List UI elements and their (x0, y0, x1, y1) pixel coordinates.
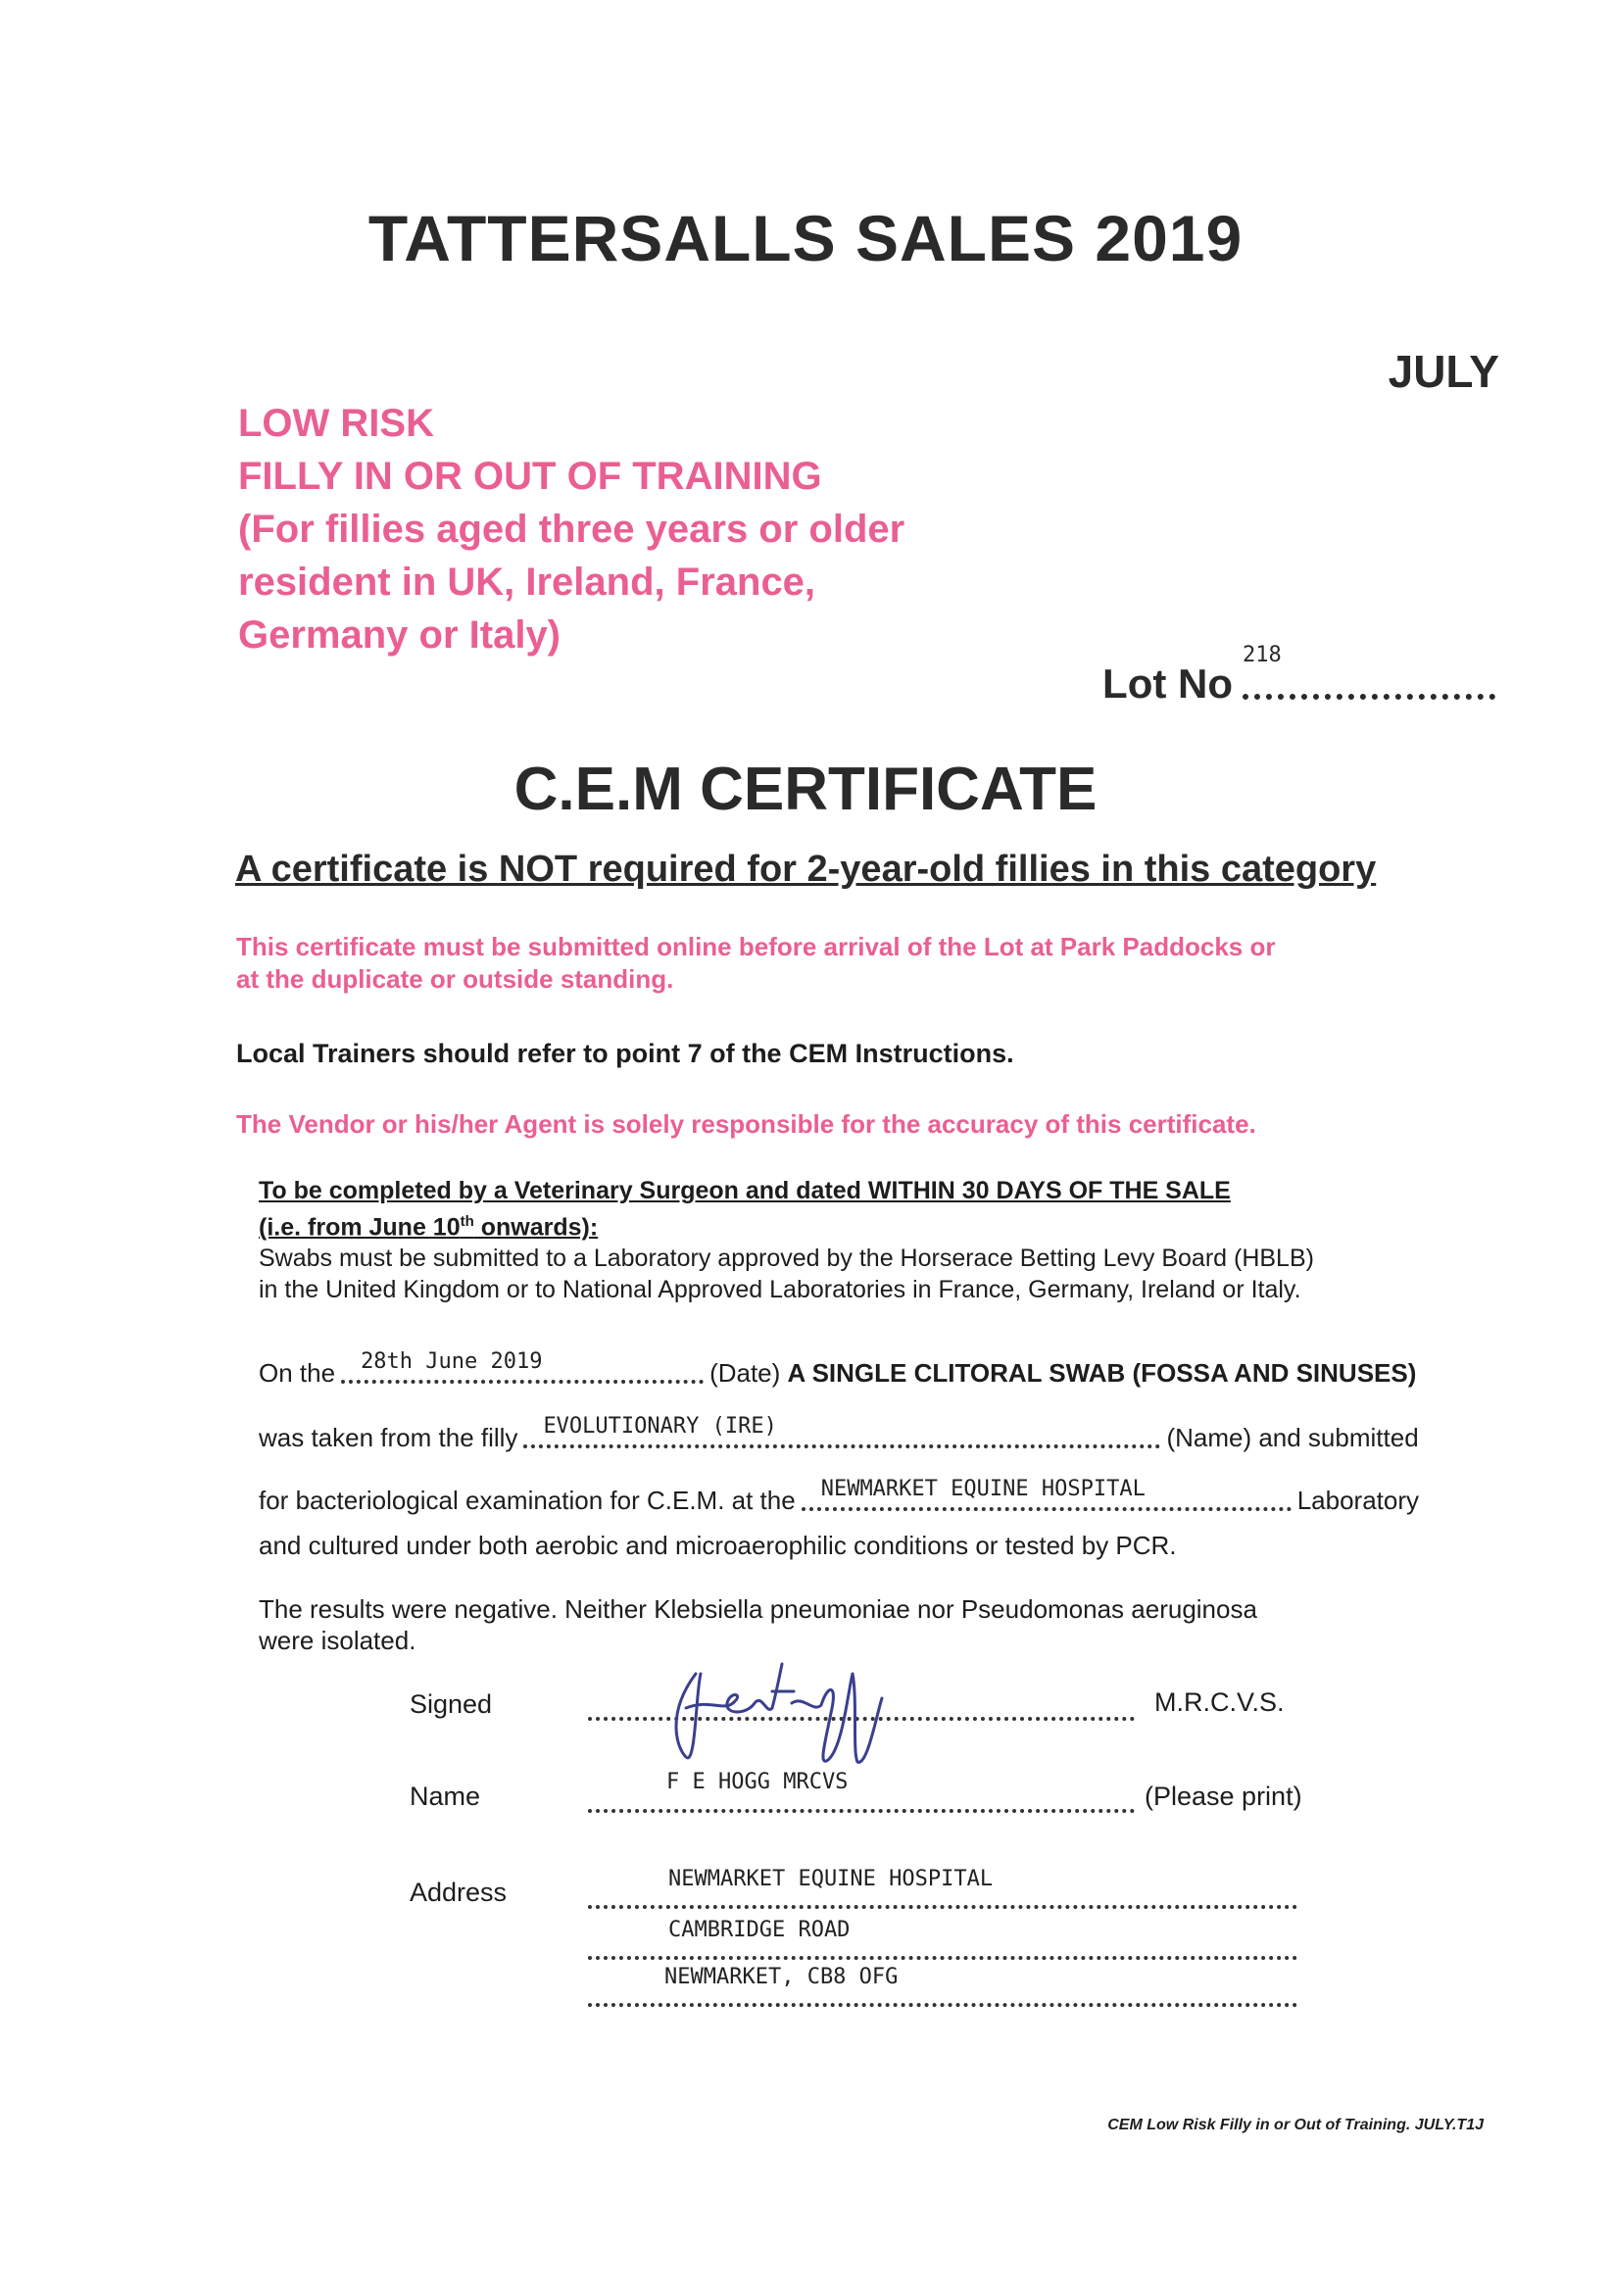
category-line-5: Germany or Italy) (238, 613, 561, 657)
swabs-line-1: Swabs must be submitted to a Laboratory approved by the Horserace Betting Levy Board (HBLB) (259, 1245, 1314, 1272)
address-line-1: NEWMARKET EQUINE HOSPITAL (668, 1867, 994, 1891)
mrcvs-label: M.R.C.V.S. (1154, 1687, 1285, 1717)
results-text (259, 1593, 1376, 1656)
signed-label: Signed (410, 1689, 493, 1719)
vendor-notice: The Vendor or his/her Agent is solely responsible for the accuracy of this certificate. (236, 1109, 1256, 1139)
vet-section-heading (259, 1176, 1231, 1243)
results-line-2: were isolated. (259, 1626, 416, 1655)
category-line-1: LOW RISK (238, 402, 434, 445)
date-field[interactable] (341, 1349, 704, 1384)
vet-heading-line-1: To be completed by a Veterinary Surgeon and dated WITHIN 30 DAYS OF THE SALE (259, 1177, 1231, 1204)
name-field[interactable] (588, 1805, 1135, 1813)
cultured-text: and cultured under both aerobic and microaerophilic conditions or tested by PCR. (259, 1531, 1177, 1560)
address-line-3: NEWMARKET, CB8 OFG (664, 1965, 899, 1989)
address-line-2-field[interactable] (588, 1952, 1297, 1960)
name-value: F E HOGG MRCVS (666, 1770, 849, 1794)
address-line-2: CAMBRIDGE ROAD (668, 1918, 851, 1942)
footer-reference: CEM Low Risk Filly in or Out of Training. JULY.T1J (1107, 2117, 1484, 2133)
submit-notice-line-1: This certificate must be submitted online before arrival of the Lot at Park Paddocks or (236, 932, 1276, 961)
laboratory-label: Laboratory (1296, 1486, 1420, 1515)
sales-title: TATTERSALLS SALES 2019 (367, 202, 1244, 274)
lot-field[interactable] (1243, 643, 1495, 700)
exam-for-label: for bacteriological examination for C.E.M. at the (259, 1486, 796, 1515)
date-label: (Date) (709, 1358, 781, 1388)
laboratory-value: NEWMARKET EQUINE HOSPITAL (820, 1477, 1146, 1501)
vet-heading-line-2: (i.e. from June 10th onwards): (259, 1213, 599, 1242)
lot-number (1102, 643, 1495, 708)
certificate-title: C.E.M CERTIFICATE (513, 756, 1098, 823)
address-line-3-field[interactable] (588, 1999, 1297, 2007)
category-line-2: FILLY IN OR OUT OF TRAINING (238, 455, 822, 498)
on-the-label: On the (259, 1358, 336, 1388)
category-line-3: (For fillies aged three years or older (238, 508, 905, 551)
date-row (259, 1349, 1417, 1389)
swabs-instructions (259, 1243, 1493, 1305)
lot-value: 218 (1243, 643, 1282, 667)
swabs-line-2: in the United Kingdom or to National Approved Laboratories in France, Germany, Ireland or Italy. (259, 1276, 1301, 1303)
laboratory-row (259, 1477, 1420, 1516)
lot-label: Lot No (1102, 660, 1233, 707)
submit-notice-line-2: at the duplicate or outside standing. (236, 964, 674, 994)
name-submitted-label: (Name) and submitted (1166, 1423, 1419, 1452)
sale-month: JULY (1388, 346, 1499, 397)
handwritten-signature (657, 1654, 911, 1772)
address-label: Address (410, 1878, 508, 1907)
date-value: 28th June 2019 (361, 1349, 543, 1374)
address-line-1-field[interactable] (588, 1901, 1297, 1909)
not-required-notice: A certificate is NOT required for 2-year-old fillies in this category (235, 849, 1377, 890)
swab-type: A SINGLE CLITORAL SWAB (FOSSA AND SINUSES) (787, 1358, 1417, 1388)
taken-from-label: was taken from the filly (259, 1423, 518, 1452)
submit-notice (236, 931, 1500, 996)
results-line-1: The results were negative. Neither Klebsiella pneumoniae nor Pseudomonas aeruginosa (259, 1594, 1257, 1624)
category-block (238, 397, 904, 661)
filly-name-field[interactable] (523, 1414, 1160, 1448)
name-label: Name (410, 1782, 481, 1811)
category-line-4: resident in UK, Ireland, France, (238, 561, 816, 604)
laboratory-field[interactable] (802, 1477, 1292, 1511)
filly-name-value: EVOLUTIONARY (IRE) (543, 1414, 777, 1439)
local-trainers-note: Local Trainers should refer to point 7 of the CEM Instructions. (236, 1039, 1014, 1068)
please-print-label: (Please print) (1145, 1782, 1302, 1811)
filly-row (259, 1414, 1419, 1453)
